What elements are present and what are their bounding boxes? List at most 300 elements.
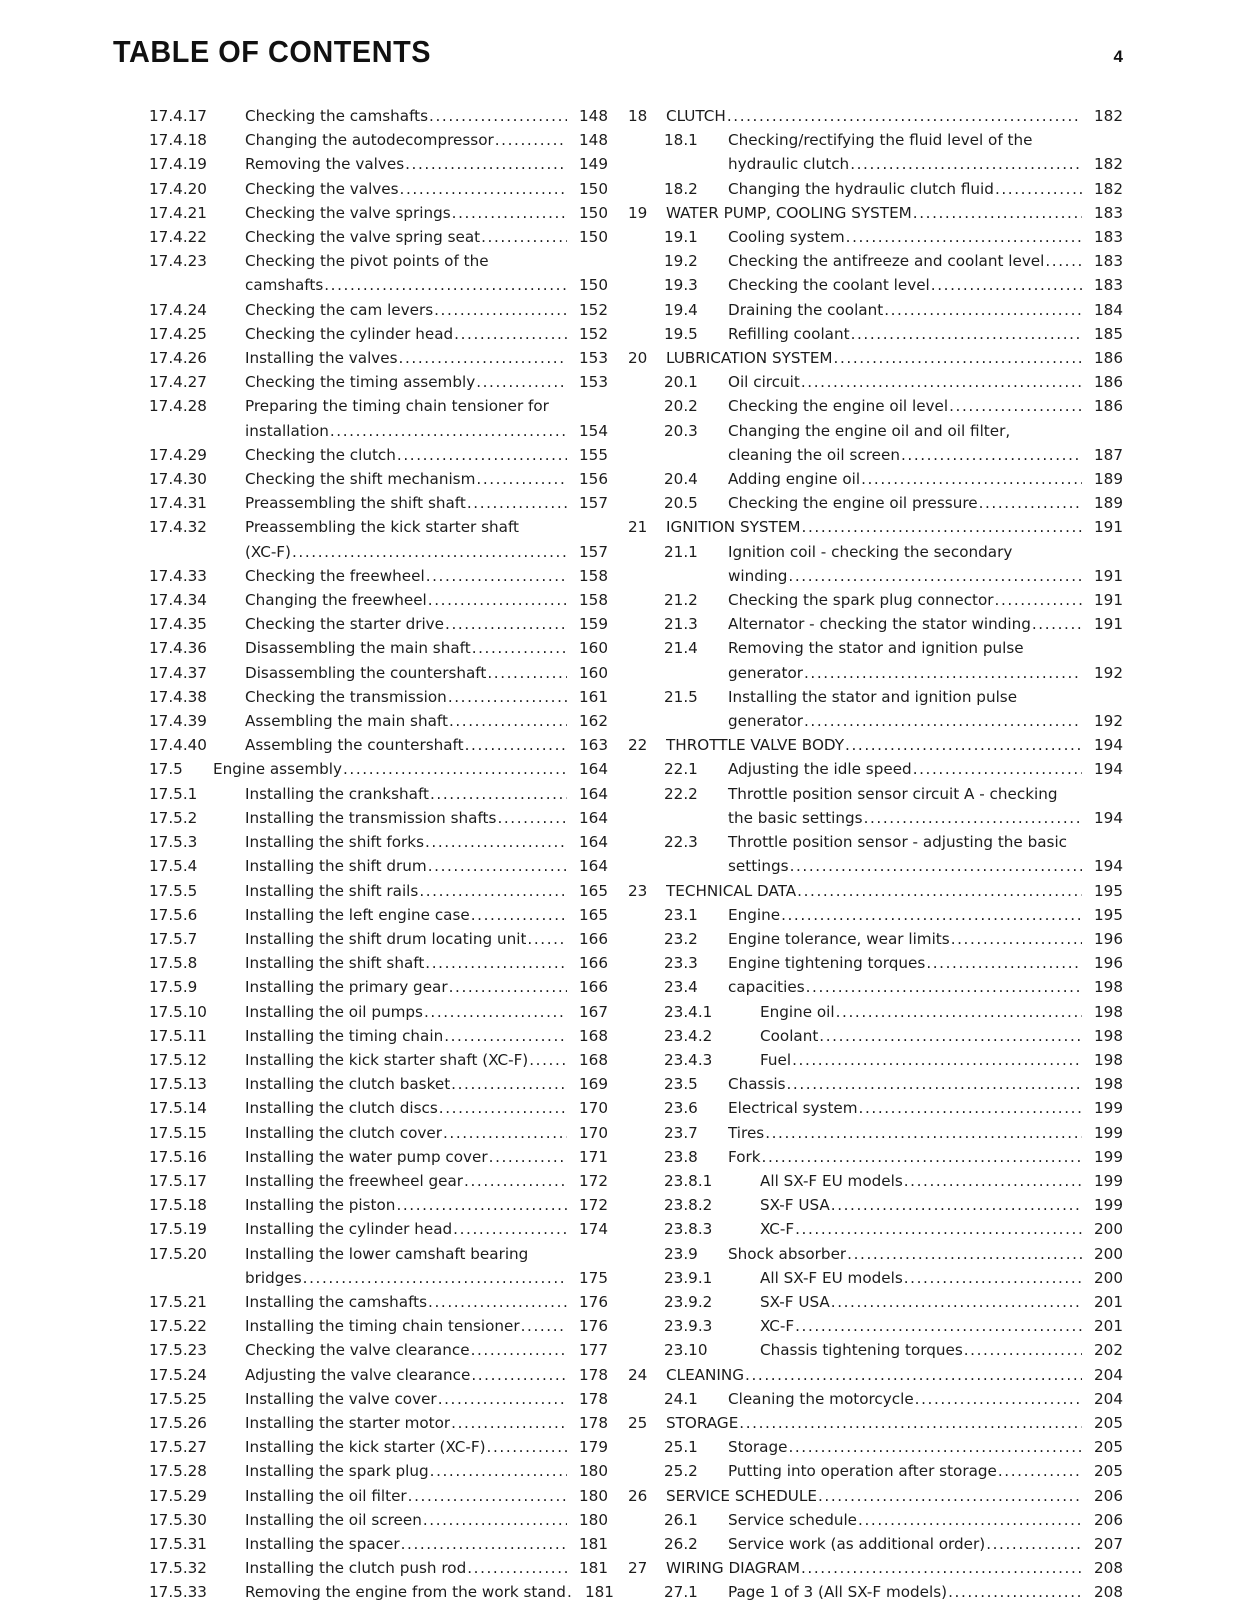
toc-entry-number: 23.4.1 [664, 1002, 713, 1021]
toc-entry-body [728, 322, 1123, 346]
toc-entry[interactable] [628, 1193, 1123, 1217]
dot-leader [489, 1145, 567, 1169]
toc-entry[interactable] [628, 467, 1123, 491]
toc-entry-number: 23.4.2 [664, 1026, 713, 1045]
toc-entry-page: 198 [1094, 978, 1123, 997]
toc-entry[interactable] [113, 443, 608, 467]
toc-entry-body [728, 975, 1123, 999]
toc-entry-body [245, 588, 608, 612]
toc-entry[interactable] [113, 1580, 614, 1604]
toc-entry[interactable] [113, 1314, 608, 1338]
toc-entry[interactable] [113, 128, 608, 152]
toc-entry-number: 17.4.18 [149, 131, 207, 150]
toc-entry[interactable] [113, 927, 608, 951]
toc-entry-title: Installing the oil pumps [245, 1002, 423, 1021]
toc-entry-page: 164 [579, 784, 608, 803]
toc-entry[interactable] [113, 370, 608, 394]
toc-entry[interactable] [113, 1193, 608, 1217]
dot-leader [451, 1411, 567, 1435]
toc-entry[interactable] [113, 564, 608, 588]
toc-entry[interactable] [113, 104, 608, 128]
toc-entry[interactable] [628, 951, 1123, 975]
dot-leader [795, 1314, 1082, 1338]
toc-entry[interactable] [628, 1314, 1123, 1338]
toc-entry-title: Installing the piston [245, 1196, 396, 1215]
toc-entry-title-continued: generator [728, 712, 803, 731]
toc-entry-number: 17.5.6 [149, 905, 198, 924]
toc-entry-page: 163 [579, 736, 608, 755]
dot-leader [449, 709, 567, 733]
toc-entry[interactable] [628, 1532, 1123, 1556]
toc-entry-page: 158 [579, 591, 608, 610]
toc-entry-number: 20.3 [664, 421, 698, 440]
dot-leader [527, 927, 567, 951]
toc-entry[interactable] [113, 951, 608, 975]
toc-entry-page: 192 [1094, 712, 1123, 731]
toc-column-right [628, 104, 1123, 1605]
toc-entry-page: 165 [579, 881, 608, 900]
toc-entry-body [245, 1314, 608, 1338]
toc-entry-body [760, 1000, 1123, 1024]
toc-entry[interactable] [113, 394, 608, 442]
toc-entry-number: 17.4.35 [149, 615, 207, 634]
toc-entry-body [666, 1411, 1123, 1435]
toc-entry[interactable] [628, 322, 1123, 346]
toc-entry-title: Installing the cylinder head [245, 1220, 453, 1239]
toc-entry[interactable] [628, 1096, 1123, 1120]
toc-entry[interactable] [113, 806, 608, 830]
toc-entry-page: 176 [579, 1317, 608, 1336]
toc-entry[interactable] [628, 491, 1123, 515]
toc-entry-page: 200 [1094, 1268, 1123, 1287]
dot-leader [343, 757, 567, 781]
toc-entry[interactable] [628, 612, 1123, 636]
dot-leader [851, 322, 1082, 346]
toc-entry-title-continued: bridges [245, 1268, 302, 1287]
toc-entry-body [760, 1290, 1123, 1314]
toc-entry-body [666, 104, 1123, 128]
toc-entry[interactable] [628, 104, 1123, 128]
toc-entry-page: 183 [1094, 228, 1123, 247]
toc-entry[interactable] [628, 346, 1123, 370]
toc-entry-page: 186 [1094, 373, 1123, 392]
toc-entry[interactable] [113, 1338, 608, 1362]
toc-entry-body [728, 1145, 1123, 1169]
toc-entry-body [245, 927, 608, 951]
toc-entry[interactable] [628, 1242, 1123, 1266]
toc-entry[interactable] [113, 1121, 608, 1145]
toc-entry[interactable] [113, 1387, 608, 1411]
toc-entry-body [245, 322, 608, 346]
toc-entry-body [245, 1580, 614, 1604]
toc-entry-body [728, 249, 1123, 273]
toc-entry-page: 165 [579, 905, 608, 924]
toc-entry[interactable] [113, 249, 608, 297]
toc-entry[interactable] [113, 491, 608, 515]
toc-entry[interactable] [628, 128, 1123, 176]
toc-entry-number: 17.5.29 [149, 1486, 207, 1505]
toc-entry[interactable] [628, 273, 1123, 297]
dot-leader [428, 588, 567, 612]
toc-entry[interactable] [113, 1048, 608, 1072]
toc-entry-number: 26.2 [664, 1534, 698, 1553]
toc-entry[interactable] [628, 177, 1123, 201]
toc-entry[interactable] [628, 1484, 1123, 1508]
toc-entry-title: Engine oil [760, 1002, 835, 1021]
toc-entry-number: 23.2 [664, 929, 698, 948]
toc-entry[interactable] [628, 1338, 1123, 1362]
toc-entry[interactable] [628, 1121, 1123, 1145]
toc-entry-page: 170 [579, 1123, 608, 1142]
dot-leader [443, 1121, 567, 1145]
toc-entry[interactable] [628, 1580, 1123, 1604]
toc-entry[interactable] [113, 1072, 608, 1096]
toc-entry[interactable] [628, 201, 1123, 225]
toc-entry-page: 166 [579, 978, 608, 997]
toc-entry-title: Throttle position sensor circuit A - checking [728, 784, 1058, 803]
toc-entry-title: WATER PUMP, COOLING SYSTEM [666, 203, 912, 222]
toc-entry[interactable] [113, 1145, 608, 1169]
toc-entry-body [760, 1024, 1123, 1048]
toc-entry[interactable] [628, 636, 1123, 684]
page-title: TABLE OF CONTENTS [113, 34, 432, 69]
toc-entry-page: 178 [579, 1413, 608, 1432]
dot-leader [788, 1435, 1082, 1459]
toc-entry[interactable] [113, 1363, 608, 1387]
toc-entry[interactable] [628, 515, 1123, 539]
dot-leader [915, 1387, 1082, 1411]
toc-entry[interactable] [113, 1411, 608, 1435]
toc-entry[interactable] [113, 854, 608, 878]
toc-entry[interactable] [113, 1242, 608, 1290]
toc-entry[interactable] [628, 1459, 1123, 1483]
toc-entry[interactable] [628, 879, 1123, 903]
toc-entry-title: Cooling system [728, 228, 845, 247]
toc-entry-body [245, 177, 608, 201]
dot-leader [434, 298, 567, 322]
dot-leader [850, 152, 1082, 176]
dot-leader [448, 685, 567, 709]
dot-leader [497, 806, 567, 830]
toc-entry-page: 149 [579, 155, 608, 174]
toc-entry[interactable] [113, 612, 608, 636]
toc-entry[interactable] [628, 757, 1123, 781]
toc-entry[interactable] [113, 1435, 608, 1459]
toc-entry-number: 21.5 [664, 687, 698, 706]
toc-entry-title: Installing the spacer [245, 1534, 400, 1553]
toc-entry-body [760, 1169, 1123, 1193]
toc-entry-title: THROTTLE VALVE BODY [666, 736, 845, 755]
toc-entry-title: Preparing the timing chain tensioner for [245, 397, 549, 416]
toc-entry[interactable] [113, 225, 608, 249]
toc-entry-title: Disassembling the main shaft [245, 639, 471, 658]
toc-entry-title: Adjusting the idle speed [728, 760, 912, 779]
toc-entry[interactable] [628, 1266, 1123, 1290]
toc-entry-number: 27.1 [664, 1583, 698, 1602]
dot-leader [861, 467, 1082, 491]
toc-entry[interactable] [113, 177, 608, 201]
toc-entry[interactable] [628, 927, 1123, 951]
toc-entry-title: Shock absorber [728, 1244, 847, 1263]
toc-entry[interactable] [113, 515, 608, 563]
toc-entry[interactable] [628, 1363, 1123, 1387]
toc-entry-page: 198 [1094, 1026, 1123, 1045]
toc-entry[interactable] [628, 1217, 1123, 1241]
toc-entry-body [245, 443, 608, 467]
toc-entry-body [728, 298, 1123, 322]
toc-entry-number: 17.4.30 [149, 470, 207, 489]
toc-entry[interactable] [113, 636, 608, 660]
toc-entry[interactable] [113, 1484, 608, 1508]
toc-entry-body [245, 1411, 608, 1435]
dot-leader [428, 1290, 567, 1314]
toc-entry[interactable] [628, 903, 1123, 927]
toc-entry[interactable] [628, 249, 1123, 273]
dot-leader [423, 1508, 567, 1532]
toc-entry[interactable] [628, 733, 1123, 757]
toc-entry-number: 23.6 [664, 1099, 698, 1118]
toc-entry-body [728, 1508, 1123, 1532]
toc-entry[interactable] [113, 830, 608, 854]
toc-entry[interactable] [113, 1169, 608, 1193]
toc-entry-page: 199 [1094, 1099, 1123, 1118]
toc-entry-number: 19.1 [664, 228, 698, 247]
toc-entry-body [728, 830, 1123, 878]
toc-entry-number: 23.8 [664, 1147, 698, 1166]
toc-entry-title: Preassembling the kick starter shaft [245, 518, 519, 537]
toc-entry-body [245, 733, 608, 757]
toc-entry-title: Checking the cam levers [245, 300, 434, 319]
dot-leader [324, 273, 567, 297]
toc-entry-page: 181 [579, 1559, 608, 1578]
dot-leader [521, 1314, 567, 1338]
toc-entry[interactable] [113, 152, 608, 176]
toc-entry-title: Assembling the main shaft [245, 712, 448, 731]
toc-entry-page: 170 [579, 1099, 608, 1118]
toc-entry[interactable] [628, 1000, 1123, 1024]
dot-leader [762, 1145, 1082, 1169]
toc-entry-body [728, 1459, 1123, 1483]
dot-leader [831, 1193, 1082, 1217]
toc-entry-number: 23.8.3 [664, 1220, 713, 1239]
toc-entry[interactable] [113, 733, 608, 757]
toc-entry[interactable] [113, 467, 608, 491]
toc-entry[interactable] [113, 588, 608, 612]
toc-entry-number: 22.3 [664, 833, 698, 852]
toc-entry[interactable] [628, 225, 1123, 249]
toc-entry-page: 164 [579, 760, 608, 779]
toc-entry-number: 17.5.26 [149, 1413, 207, 1432]
toc-entry-title: Checking the coolant level [728, 276, 930, 295]
toc-entry-page: 198 [1094, 1075, 1123, 1094]
toc-entry-body [245, 1508, 608, 1532]
dot-leader [951, 927, 1082, 951]
toc-entry-title-continued: generator [728, 663, 803, 682]
toc-entry[interactable] [628, 394, 1123, 418]
toc-entry[interactable] [628, 1387, 1123, 1411]
toc-entry[interactable] [628, 782, 1123, 830]
dot-leader [727, 104, 1082, 128]
toc-entry[interactable] [628, 1024, 1123, 1048]
toc-entry-body [245, 1556, 608, 1580]
toc-entry-number: 17.5.32 [149, 1559, 207, 1578]
toc-entry-title: Checking the clutch [245, 445, 396, 464]
dot-leader [995, 177, 1082, 201]
toc-entry[interactable] [628, 1048, 1123, 1072]
dot-leader [430, 782, 567, 806]
dot-leader [428, 854, 567, 878]
toc-entry-number: 17.4.34 [149, 591, 207, 610]
toc-entry[interactable] [628, 1508, 1123, 1532]
toc-entry-page: 194 [1094, 808, 1123, 827]
toc-entry-body [666, 1556, 1123, 1580]
toc-entry-page: 206 [1094, 1510, 1123, 1529]
toc-entry-number: 19.3 [664, 276, 698, 295]
toc-entry[interactable] [113, 661, 608, 685]
toc-entry-title: Installing the kick starter (XC-F) [245, 1438, 486, 1457]
toc-entry[interactable] [113, 1217, 608, 1241]
toc-entry[interactable] [113, 903, 608, 927]
toc-entry-title: Engine tolerance, wear limits [728, 929, 950, 948]
toc-entry-page: 168 [579, 1026, 608, 1045]
toc-entry-body [728, 273, 1123, 297]
toc-entry-page: 148 [579, 107, 608, 125]
toc-entry-number: 23.8.1 [664, 1171, 713, 1190]
toc-entry-page: 186 [1094, 349, 1123, 368]
toc-entry-title: Fork [728, 1147, 761, 1166]
toc-entry-title: SX-F USA [760, 1196, 830, 1215]
toc-entry[interactable] [628, 1290, 1123, 1314]
toc-entry-body [666, 515, 1123, 539]
toc-entry[interactable] [113, 346, 608, 370]
toc-entry[interactable] [113, 685, 608, 709]
toc-entry-title: Installing the crankshaft [245, 784, 429, 803]
toc-entry[interactable] [113, 975, 608, 999]
toc-entry-page: 186 [1094, 397, 1123, 416]
toc-entry-number: 17.5.20 [149, 1244, 207, 1263]
toc-entry-title-continued: the basic settings [728, 808, 863, 827]
toc-entry[interactable] [113, 879, 608, 903]
toc-entry-page: 200 [1094, 1220, 1123, 1239]
toc-entry-page: 182 [1094, 107, 1123, 125]
toc-entry-page: 183 [1094, 252, 1123, 271]
page-number: 4 [1113, 47, 1123, 66]
toc-entry[interactable] [113, 1459, 608, 1483]
toc-entry-body [728, 1387, 1123, 1411]
toc-entry-body [245, 1484, 608, 1508]
toc-entry[interactable] [113, 1024, 608, 1048]
dot-leader [449, 975, 567, 999]
toc-entry-title: Disassembling the countershaft [245, 663, 487, 682]
toc-entry-page: 206 [1094, 1486, 1123, 1505]
toc-entry-number: 17.5.16 [149, 1147, 207, 1166]
toc-entry[interactable] [628, 1556, 1123, 1580]
toc-entry-title: XC-F [760, 1220, 795, 1239]
toc-entry[interactable] [628, 830, 1123, 878]
toc-entry-page: 150 [579, 228, 608, 247]
toc-entry-title: Checking the valve clearance [245, 1341, 470, 1360]
toc-entry[interactable] [628, 1411, 1123, 1435]
toc-entry-number: 20.1 [664, 373, 698, 392]
dot-leader [884, 298, 1082, 322]
toc-entry-number: 24 [628, 1365, 648, 1384]
toc-entry-body [666, 1484, 1123, 1508]
toc-entry-page: 160 [579, 639, 608, 658]
toc-entry[interactable] [113, 298, 608, 322]
toc-entry-title: Checking the camshafts [245, 107, 429, 125]
toc-entry[interactable] [113, 1508, 608, 1532]
toc-entry-page: 196 [1094, 954, 1123, 973]
toc-entry-body [245, 1435, 608, 1459]
toc-entry-page: 189 [1094, 494, 1123, 513]
toc-entry[interactable] [113, 1556, 608, 1580]
toc-entry-title: CLEANING [666, 1365, 745, 1384]
dot-leader [464, 1169, 567, 1193]
toc-entry-number: 23.4 [664, 978, 698, 997]
toc-entry[interactable] [113, 322, 608, 346]
toc-entry-number: 19 [628, 203, 648, 222]
toc-entry[interactable] [113, 1096, 608, 1120]
toc-entry-number: 20.2 [664, 397, 698, 416]
dot-leader [408, 1484, 567, 1508]
toc-entry[interactable] [113, 1532, 608, 1556]
toc-entry-number: 27 [628, 1559, 648, 1578]
toc-entry-title: Checking the engine oil pressure [728, 494, 978, 513]
toc-entry-title-continued: hydraulic clutch [728, 155, 850, 174]
toc-entry-title: Installing the freewheel gear [245, 1171, 464, 1190]
toc-entry[interactable] [628, 419, 1123, 467]
toc-entry[interactable] [628, 540, 1123, 588]
toc-entry-number: 17.5.14 [149, 1099, 207, 1118]
toc-entry[interactable] [113, 201, 608, 225]
toc-entry-body [245, 951, 608, 975]
toc-entry[interactable] [628, 370, 1123, 394]
toc-entry[interactable] [628, 975, 1123, 999]
toc-entry-title: Installing the shift drum [245, 857, 427, 876]
toc-entry-number: 23.5 [664, 1075, 698, 1094]
toc-entry[interactable] [113, 709, 608, 733]
toc-entry[interactable] [628, 685, 1123, 733]
dot-leader [330, 419, 567, 443]
toc-entry-page: 205 [1094, 1462, 1123, 1481]
dot-leader [430, 1459, 567, 1483]
dot-leader [904, 1266, 1082, 1290]
dot-leader [949, 394, 1082, 418]
toc-entry-body [245, 1217, 608, 1241]
toc-entry-number: 22.1 [664, 760, 698, 779]
toc-entry-title: Draining the coolant [728, 300, 884, 319]
toc-entry-page: 172 [579, 1196, 608, 1215]
toc-entry[interactable] [113, 1290, 608, 1314]
toc-entry[interactable] [113, 757, 608, 781]
toc-entry-body [728, 1096, 1123, 1120]
toc-entry-title: LUBRICATION SYSTEM [666, 349, 833, 368]
toc-entry[interactable] [628, 588, 1123, 612]
toc-entry[interactable] [628, 1435, 1123, 1459]
toc-entry[interactable] [628, 1072, 1123, 1096]
toc-entry-title: Installing the starter motor [245, 1413, 451, 1432]
toc-entry-body [245, 370, 608, 394]
toc-entry[interactable] [628, 1145, 1123, 1169]
toc-entry-title: Preassembling the shift shaft [245, 494, 466, 513]
toc-entry[interactable] [628, 298, 1123, 322]
toc-entry[interactable] [113, 782, 608, 806]
toc-entry[interactable] [628, 1169, 1123, 1193]
toc-entry-page: 161 [579, 687, 608, 706]
toc-entry-title: Installing the timing chain [245, 1026, 444, 1045]
toc-entry-body [213, 757, 608, 781]
toc-entry[interactable] [113, 1000, 608, 1024]
